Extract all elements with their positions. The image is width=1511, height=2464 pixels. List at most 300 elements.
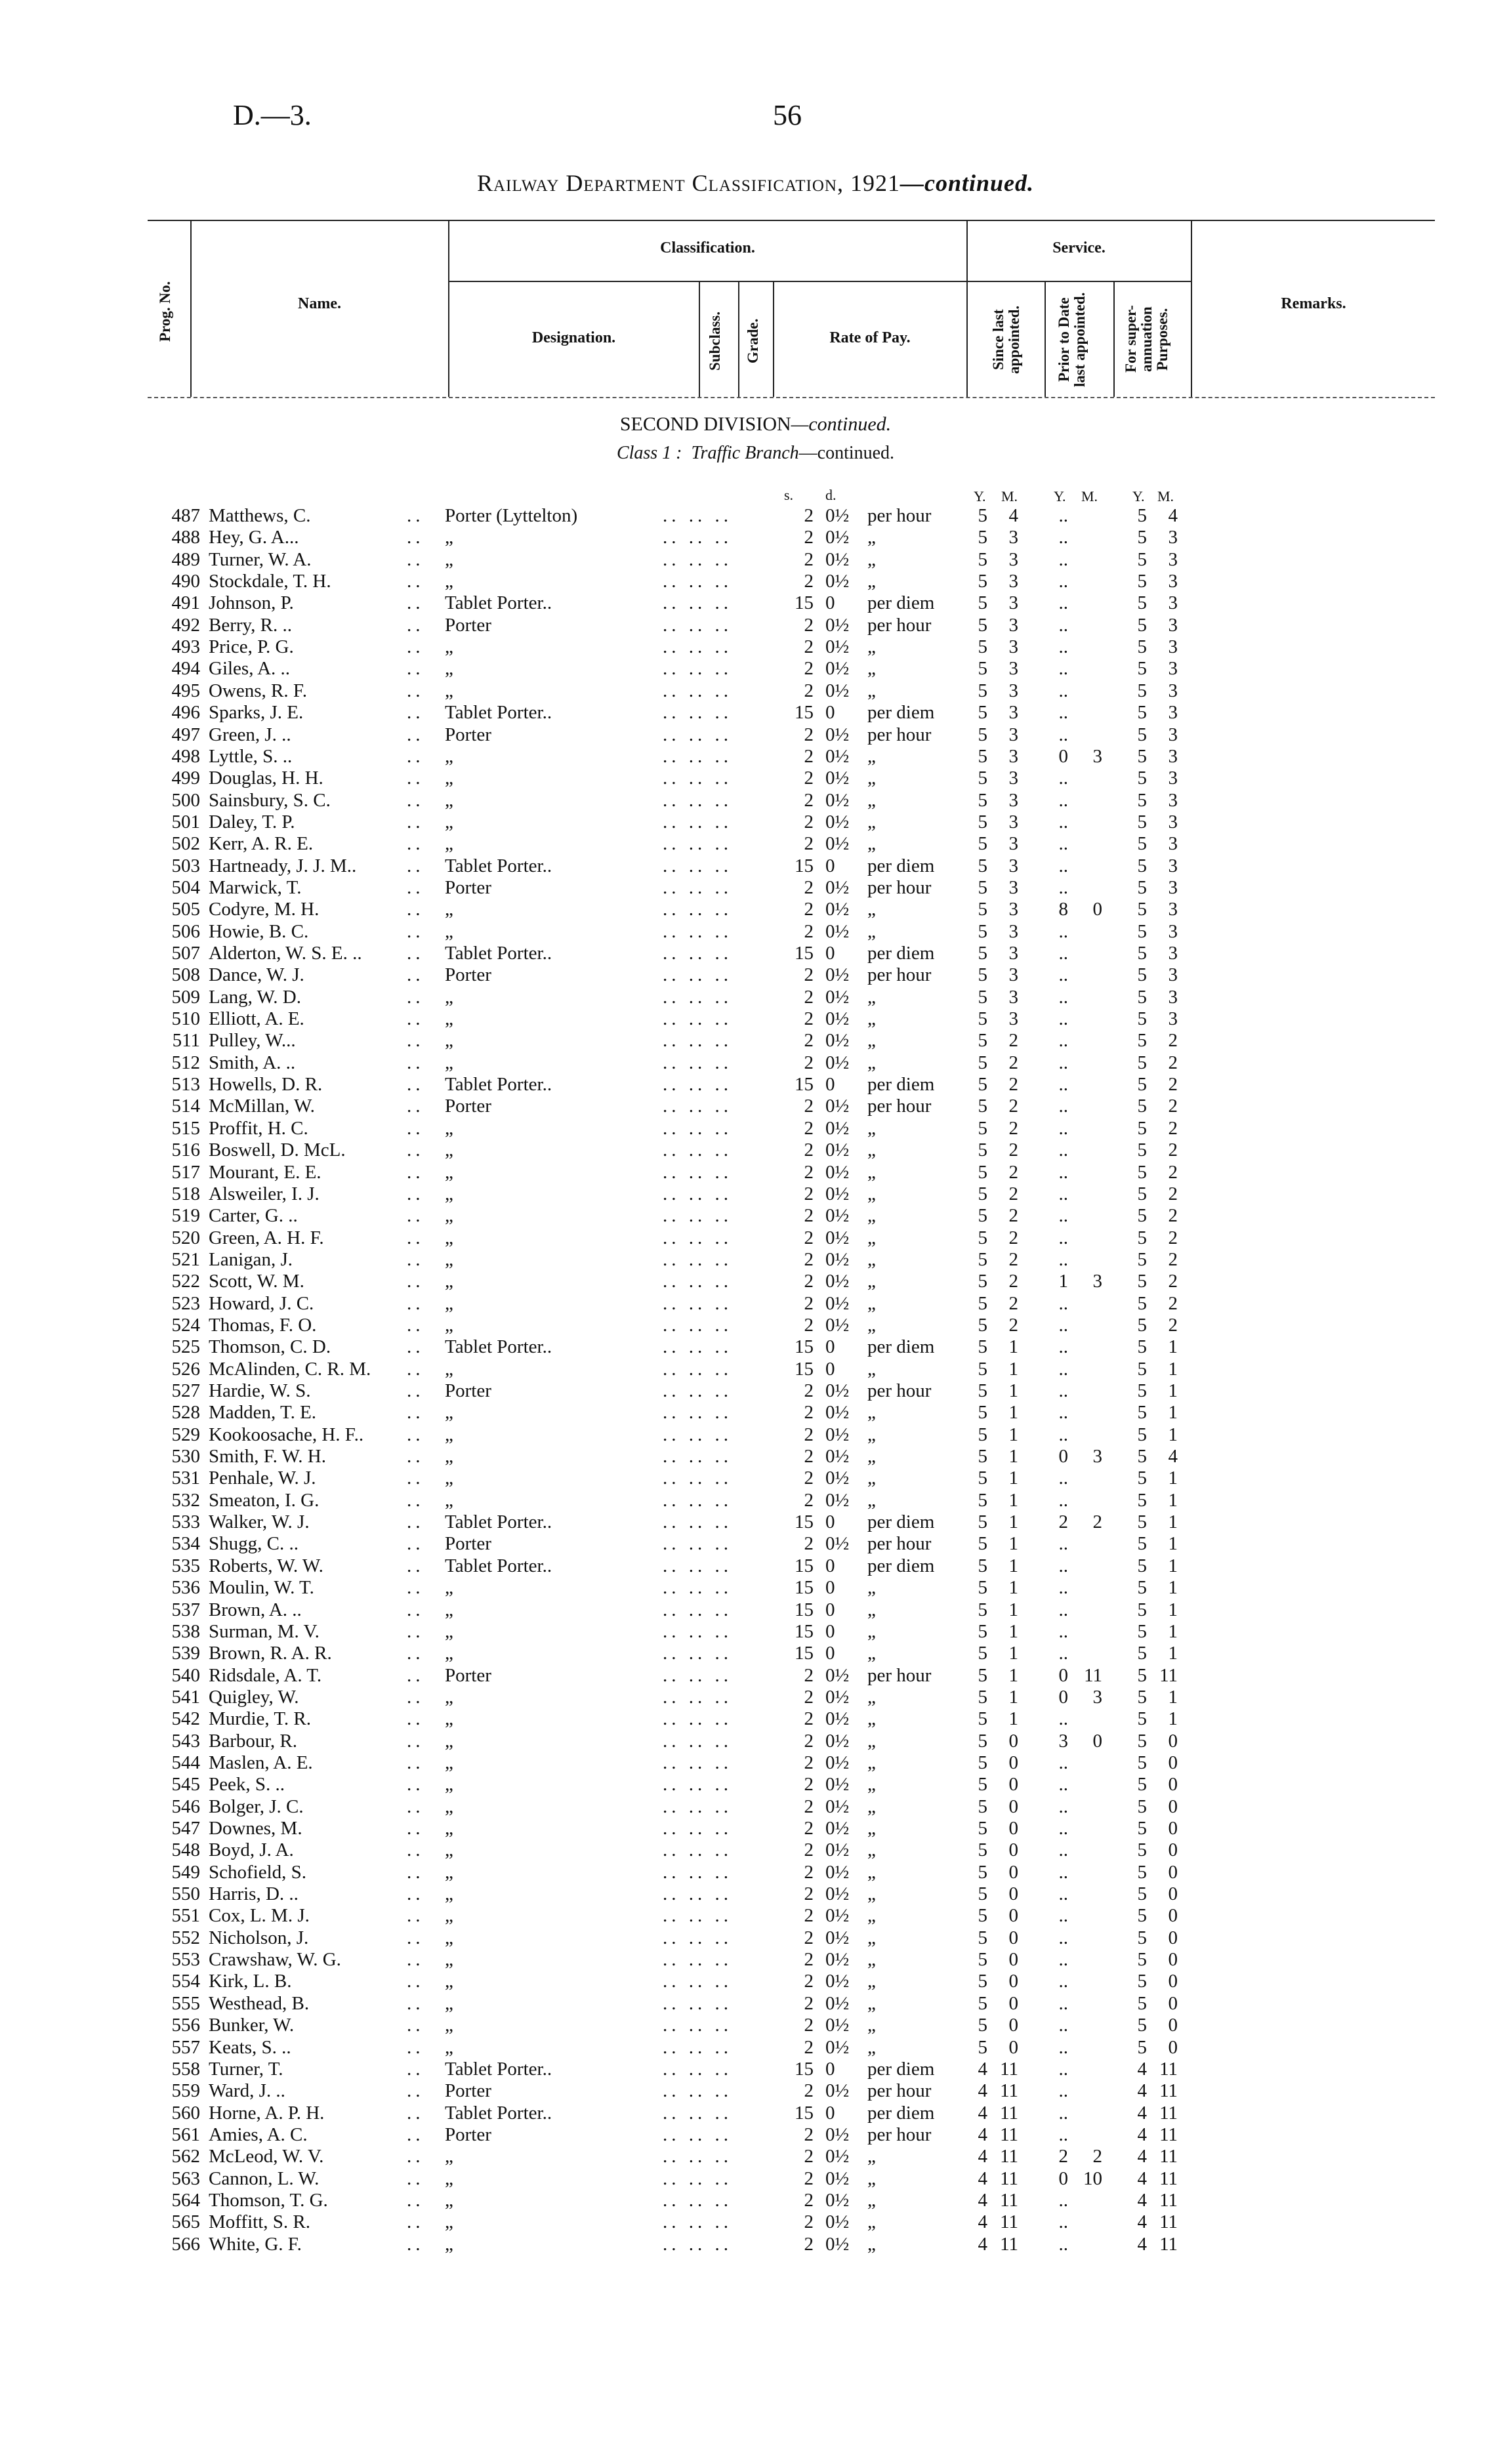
- pay-unit: per hour: [867, 505, 932, 526]
- since-months: 3: [1008, 964, 1018, 986]
- pay-unit: „: [867, 1861, 876, 1883]
- super-years: 5: [1137, 1008, 1147, 1030]
- prog-no: 495: [171, 680, 200, 701]
- pay-pence: 0½: [825, 1314, 850, 1336]
- leader-dots: ..: [407, 1861, 424, 1883]
- designation: „: [445, 1818, 453, 1839]
- pay-unit: „: [867, 1008, 876, 1030]
- super-years: 4: [1137, 2102, 1147, 2124]
- since-months: 3: [1008, 920, 1018, 942]
- prog-no: 504: [171, 876, 200, 898]
- leader-dots: ..: [407, 1664, 424, 1686]
- leader-dots: .. .. ..: [663, 1686, 732, 1708]
- pay-shillings: 2: [804, 1052, 814, 1073]
- table-row: [0, 1665, 1511, 1687]
- since-months: 3: [1008, 943, 1018, 964]
- staff-name: Alsweiler, I. J.: [209, 1183, 320, 1204]
- staff-name: Green, J. ..: [209, 724, 291, 745]
- table-row: [0, 1533, 1511, 1555]
- prior-months: 2: [1092, 1511, 1102, 1533]
- since-years: 5: [978, 2015, 987, 2036]
- prog-no: 541: [171, 1686, 200, 1708]
- pay-shillings: 15: [795, 1074, 814, 1096]
- super-months: 3: [1168, 548, 1178, 570]
- super-months: 3: [1168, 614, 1178, 636]
- pay-shillings: 2: [804, 571, 814, 592]
- prior-years: ..: [1058, 2211, 1068, 2233]
- prior-years: ..: [1058, 1818, 1068, 1839]
- leader-dots: ..: [407, 1183, 424, 1204]
- pay-shillings: 2: [804, 899, 814, 920]
- pay-shillings: 2: [804, 1949, 814, 1971]
- designation: „: [445, 1008, 453, 1030]
- prior-months: 3: [1092, 1686, 1102, 1708]
- table-row: [0, 1993, 1511, 2015]
- super-years: 5: [1137, 1818, 1147, 1839]
- staff-name: Scott, W. M.: [209, 1271, 304, 1292]
- super-months: 2: [1168, 1271, 1178, 1292]
- super-months: 3: [1168, 811, 1178, 832]
- since-years: 5: [978, 614, 987, 636]
- since-years: 5: [978, 1468, 987, 1489]
- pay-shillings: 2: [804, 1468, 814, 1489]
- staff-name: Keats, S. ..: [209, 2036, 291, 2058]
- pay-shillings: 2: [804, 1686, 814, 1708]
- prior-years: 2: [1058, 1511, 1068, 1533]
- pay-shillings: 2: [804, 1096, 814, 1117]
- super-months: 11: [1159, 2233, 1178, 2255]
- pay-pence: 0½: [825, 2015, 850, 2036]
- super-months: 1: [1168, 1555, 1178, 1576]
- since-years: 5: [978, 745, 987, 767]
- table-row: [0, 1731, 1511, 1752]
- since-months: 3: [1008, 833, 1018, 855]
- page-number: 56: [773, 99, 802, 131]
- since-years: 5: [978, 1205, 987, 1227]
- leader-dots: ..: [407, 1446, 424, 1468]
- super-years: 5: [1137, 702, 1147, 724]
- leader-dots: .. .. ..: [663, 1905, 732, 1927]
- table-row: [0, 1140, 1511, 1161]
- prog-no: 530: [171, 1446, 200, 1468]
- since-years: 5: [978, 1774, 987, 1796]
- staff-name: Bunker, W.: [209, 2015, 295, 2036]
- pay-unit: per hour: [867, 964, 932, 986]
- since-months: 1: [1008, 1599, 1018, 1620]
- leader-dots: ..: [407, 680, 424, 701]
- leader-dots: .. .. ..: [663, 2080, 732, 2102]
- pay-shillings: 2: [804, 2036, 814, 2058]
- since-years: 5: [978, 1686, 987, 1708]
- table-row: [0, 1577, 1511, 1599]
- table-row: [0, 1293, 1511, 1315]
- super-years: 5: [1137, 811, 1147, 832]
- leader-dots: .. .. ..: [663, 1620, 732, 1642]
- prog-no: 506: [171, 920, 200, 942]
- unit-years-since: Y.: [974, 488, 986, 504]
- table-row: [0, 527, 1511, 548]
- super-months: 3: [1168, 658, 1178, 680]
- since-months: 3: [1008, 592, 1018, 614]
- staff-name: Smith, A. ..: [209, 1052, 296, 1073]
- table-row: [0, 987, 1511, 1008]
- leader-dots: .. .. ..: [663, 1052, 732, 1073]
- leader-dots: ..: [407, 811, 424, 832]
- prior-years: ..: [1058, 1861, 1068, 1883]
- super-years: 5: [1137, 745, 1147, 767]
- since-months: 2: [1008, 1314, 1018, 1336]
- leader-dots: .. .. ..: [663, 1008, 732, 1030]
- leader-dots: ..: [407, 2036, 424, 2058]
- pay-unit: „: [867, 1708, 876, 1730]
- leader-dots: .. .. ..: [663, 1883, 732, 1905]
- since-years: 5: [978, 1752, 987, 1773]
- super-years: 5: [1137, 1271, 1147, 1292]
- pay-unit: „: [867, 1117, 876, 1139]
- super-months: 2: [1168, 1052, 1178, 1073]
- pay-pence: 0½: [825, 2189, 850, 2211]
- table-row: [0, 1315, 1511, 1336]
- prior-years: ..: [1058, 1774, 1068, 1796]
- prog-no: 544: [171, 1752, 200, 1773]
- super-months: 1: [1168, 1533, 1178, 1555]
- super-years: 5: [1137, 1314, 1147, 1336]
- designation: „: [445, 833, 453, 855]
- super-months: 11: [1159, 1664, 1178, 1686]
- pay-shillings: 2: [804, 1818, 814, 1839]
- since-months: 0: [1008, 1861, 1018, 1883]
- super-months: 0: [1168, 1883, 1178, 1905]
- staff-name: Walker, W. J.: [209, 1511, 310, 1533]
- pay-shillings: 15: [795, 592, 814, 614]
- pay-pence: 0½: [825, 636, 850, 658]
- since-years: 5: [978, 1183, 987, 1204]
- pay-pence: 0½: [825, 1140, 850, 1161]
- pay-unit: „: [867, 768, 876, 789]
- super-months: 4: [1168, 505, 1178, 526]
- staff-name: Elliott, A. E.: [209, 1008, 304, 1030]
- leader-dots: ..: [407, 920, 424, 942]
- super-months: 3: [1168, 986, 1178, 1008]
- leader-dots: .. .. ..: [663, 505, 732, 526]
- leader-dots: .. .. ..: [663, 833, 732, 855]
- table-row: [0, 1774, 1511, 1796]
- super-years: 5: [1137, 855, 1147, 876]
- pay-shillings: 15: [795, 1620, 814, 1642]
- leader-dots: .. .. ..: [663, 768, 732, 789]
- prog-no: 487: [171, 505, 200, 526]
- pay-unit: „: [867, 1992, 876, 2014]
- since-months: 0: [1008, 1839, 1018, 1861]
- staff-name: Turner, W. A.: [209, 548, 312, 570]
- prior-years: ..: [1058, 1424, 1068, 1445]
- super-months: 3: [1168, 527, 1178, 548]
- super-months: 1: [1168, 1358, 1178, 1380]
- super-months: 2: [1168, 1117, 1178, 1139]
- since-months: 11: [1000, 2058, 1018, 2080]
- table-row: [0, 1336, 1511, 1358]
- prog-no: 536: [171, 1577, 200, 1599]
- since-years: 5: [978, 943, 987, 964]
- prior-years: ..: [1058, 1643, 1068, 1664]
- designation: Porter: [445, 964, 491, 986]
- prior-years: ..: [1058, 1030, 1068, 1052]
- pay-shillings: 2: [804, 636, 814, 658]
- staff-name: Horne, A. P. H.: [209, 2102, 325, 2124]
- leader-dots: ..: [407, 1030, 424, 1052]
- since-years: 5: [978, 964, 987, 986]
- table-row: [0, 964, 1511, 986]
- pay-unit: „: [867, 527, 876, 548]
- leader-dots: .. .. ..: [663, 1468, 732, 1489]
- table-row: [0, 1074, 1511, 1096]
- leader-dots: .. .. ..: [663, 899, 732, 920]
- prior-years: ..: [1058, 789, 1068, 811]
- leader-dots: .. .. ..: [663, 1511, 732, 1533]
- pay-shillings: 15: [795, 1577, 814, 1599]
- designation: „: [445, 1708, 453, 1730]
- super-years: 5: [1137, 1620, 1147, 1642]
- pay-unit: per hour: [867, 1533, 932, 1555]
- designation: „: [445, 636, 453, 658]
- since-years: 5: [978, 1052, 987, 1073]
- prog-no: 556: [171, 2015, 200, 2036]
- prior-years: ..: [1058, 2233, 1068, 2255]
- since-years: 5: [978, 1796, 987, 1817]
- leader-dots: ..: [407, 1730, 424, 1752]
- super-months: 3: [1168, 920, 1178, 942]
- since-years: 4: [978, 2233, 987, 2255]
- designation: „: [445, 1227, 453, 1248]
- designation: Porter: [445, 1096, 491, 1117]
- pay-pence: 0½: [825, 1905, 850, 1927]
- since-years: 5: [978, 789, 987, 811]
- super-months: 0: [1168, 1992, 1178, 2014]
- super-months: 1: [1168, 1643, 1178, 1664]
- leader-dots: ..: [407, 2015, 424, 2036]
- table-row: [0, 1621, 1511, 1643]
- pay-shillings: 2: [804, 1402, 814, 1424]
- leader-dots: ..: [407, 2124, 424, 2145]
- since-years: 5: [978, 855, 987, 876]
- pay-shillings: 2: [804, 2080, 814, 2102]
- pay-pence: 0½: [825, 833, 850, 855]
- pay-shillings: 2: [804, 1992, 814, 2014]
- super-years: 5: [1137, 1227, 1147, 1248]
- pay-unit: „: [867, 833, 876, 855]
- since-months: 0: [1008, 1949, 1018, 1971]
- leader-dots: ..: [407, 1292, 424, 1314]
- designation: „: [445, 1599, 453, 1620]
- pay-pence: 0½: [825, 2124, 850, 2145]
- since-months: 0: [1008, 1774, 1018, 1796]
- staff-name: Kirk, L. B.: [209, 1971, 292, 1992]
- leader-dots: .. .. ..: [663, 920, 732, 942]
- super-months: 0: [1168, 1927, 1178, 1948]
- table-row: [0, 636, 1511, 658]
- table-row: [0, 855, 1511, 877]
- leader-dots: ..: [407, 1096, 424, 1117]
- since-years: 5: [978, 680, 987, 701]
- pay-pence: 0½: [825, 2233, 850, 2255]
- designation: Tablet Porter..: [445, 2102, 552, 2124]
- designation: Tablet Porter..: [445, 1074, 552, 1096]
- designation: Porter: [445, 2080, 491, 2102]
- pay-unit: „: [867, 548, 876, 570]
- pay-pence: 0½: [825, 1927, 850, 1948]
- leader-dots: ..: [407, 2146, 424, 2167]
- prog-no: 535: [171, 1555, 200, 1576]
- super-years: 5: [1137, 1117, 1147, 1139]
- since-months: 3: [1008, 811, 1018, 832]
- since-months: 0: [1008, 1927, 1018, 1948]
- super-years: 5: [1137, 920, 1147, 942]
- pay-unit: „: [867, 1796, 876, 1817]
- pay-shillings: 2: [804, 1424, 814, 1445]
- leader-dots: ..: [407, 1402, 424, 1424]
- leader-dots: ..: [407, 1533, 424, 1555]
- staff-name: Crawshaw, W. G.: [209, 1949, 341, 1971]
- since-years: 5: [978, 1533, 987, 1555]
- leader-dots: .. .. ..: [663, 1161, 732, 1183]
- pay-unit: „: [867, 1730, 876, 1752]
- leader-dots: .. .. ..: [663, 1927, 732, 1948]
- pay-unit: „: [867, 1883, 876, 1905]
- prior-years: ..: [1058, 1248, 1068, 1270]
- pay-pence: 0: [825, 592, 835, 614]
- prog-no: 513: [171, 1074, 200, 1096]
- since-years: 5: [978, 1248, 987, 1270]
- designation: „: [445, 745, 453, 767]
- super-months: 0: [1168, 1949, 1178, 1971]
- designation: „: [445, 1140, 453, 1161]
- prior-years: 8: [1058, 899, 1068, 920]
- prior-years: 0: [1058, 745, 1068, 767]
- designation: Tablet Porter..: [445, 1336, 552, 1358]
- designation: „: [445, 2189, 453, 2211]
- table-row: [0, 746, 1511, 768]
- staff-name: Matthews, C.: [209, 505, 311, 526]
- pay-pence: 0½: [825, 745, 850, 767]
- pay-shillings: 2: [804, 1708, 814, 1730]
- staff-name: Roberts, W. W.: [209, 1555, 323, 1576]
- designation: „: [445, 1643, 453, 1664]
- prog-no: 548: [171, 1839, 200, 1861]
- since-months: 1: [1008, 1468, 1018, 1489]
- pay-pence: 0½: [825, 505, 850, 526]
- super-months: 2: [1168, 1074, 1178, 1096]
- pay-shillings: 2: [804, 2189, 814, 2211]
- title-continued: —continued.: [900, 170, 1035, 196]
- pay-unit: „: [867, 2036, 876, 2058]
- since-months: 3: [1008, 855, 1018, 876]
- pay-unit: „: [867, 1358, 876, 1380]
- leader-dots: ..: [407, 855, 424, 876]
- pay-pence: 0½: [825, 548, 850, 570]
- pay-shillings: 2: [804, 745, 814, 767]
- table-row: [0, 615, 1511, 636]
- since-months: 1: [1008, 1380, 1018, 1401]
- leader-dots: ..: [407, 702, 424, 724]
- super-months: 1: [1168, 1489, 1178, 1511]
- super-months: 1: [1168, 1402, 1178, 1424]
- table-row: [0, 592, 1511, 614]
- staff-name: Ward, J. ..: [209, 2080, 285, 2102]
- header-since-last-appointed: Since last appointed.: [990, 305, 1022, 374]
- designation: „: [445, 1248, 453, 1270]
- table-row: [0, 2190, 1511, 2211]
- designation: Tablet Porter..: [445, 702, 552, 724]
- prior-months: 10: [1083, 2167, 1102, 2189]
- leader-dots: ..: [407, 1227, 424, 1248]
- prior-years: ..: [1058, 876, 1068, 898]
- prior-years: ..: [1058, 2080, 1068, 2102]
- since-years: 4: [978, 2189, 987, 2211]
- prior-years: ..: [1058, 724, 1068, 745]
- prog-no: 550: [171, 1883, 200, 1905]
- pay-shillings: 15: [795, 2102, 814, 2124]
- staff-name: Thomson, T. G.: [209, 2189, 328, 2211]
- prog-no: 532: [171, 1489, 200, 1511]
- leader-dots: .. .. ..: [663, 1140, 732, 1161]
- pay-unit: „: [867, 1774, 876, 1796]
- pay-shillings: 2: [804, 876, 814, 898]
- super-months: 11: [1159, 2189, 1178, 2211]
- pay-unit: „: [867, 811, 876, 832]
- table-row: [0, 2211, 1511, 2233]
- super-years: 5: [1137, 1161, 1147, 1183]
- since-months: 0: [1008, 2036, 1018, 2058]
- division-continued: —continued.: [791, 413, 892, 435]
- designation: Tablet Porter..: [445, 855, 552, 876]
- pay-pence: 0½: [825, 986, 850, 1008]
- header-prog-no: Prog. No.: [157, 281, 173, 342]
- pay-unit: per hour: [867, 1664, 932, 1686]
- page-title: [0, 169, 1511, 197]
- super-years: 5: [1137, 1599, 1147, 1620]
- designation: „: [445, 571, 453, 592]
- table-row: [0, 1205, 1511, 1227]
- super-months: 0: [1168, 1971, 1178, 1992]
- staff-name: McMillan, W.: [209, 1096, 315, 1117]
- prog-no: 492: [171, 614, 200, 636]
- super-years: 5: [1137, 1205, 1147, 1227]
- pay-shillings: 15: [795, 943, 814, 964]
- prior-years: ..: [1058, 1949, 1068, 1971]
- super-years: 5: [1137, 1883, 1147, 1905]
- super-years: 5: [1137, 505, 1147, 526]
- prog-no: 522: [171, 1271, 200, 1292]
- leader-dots: .. .. ..: [663, 2124, 732, 2145]
- pay-pence: 0½: [825, 768, 850, 789]
- designation: „: [445, 2233, 453, 2255]
- staff-name: Bolger, J. C.: [209, 1796, 304, 1817]
- designation: „: [445, 1183, 453, 1204]
- prior-years: ..: [1058, 833, 1068, 855]
- super-years: 5: [1137, 1052, 1147, 1073]
- leader-dots: .. .. ..: [663, 1599, 732, 1620]
- super-years: 5: [1137, 768, 1147, 789]
- leader-dots: .. .. ..: [663, 811, 732, 832]
- since-months: 3: [1008, 876, 1018, 898]
- leader-dots: ..: [407, 1008, 424, 1030]
- pay-pence: 0: [825, 1336, 835, 1358]
- pay-unit: „: [867, 680, 876, 701]
- designation: Tablet Porter..: [445, 943, 552, 964]
- leader-dots: .. .. ..: [663, 658, 732, 680]
- leader-dots: .. .. ..: [663, 855, 732, 876]
- leader-dots: .. .. ..: [663, 1117, 732, 1139]
